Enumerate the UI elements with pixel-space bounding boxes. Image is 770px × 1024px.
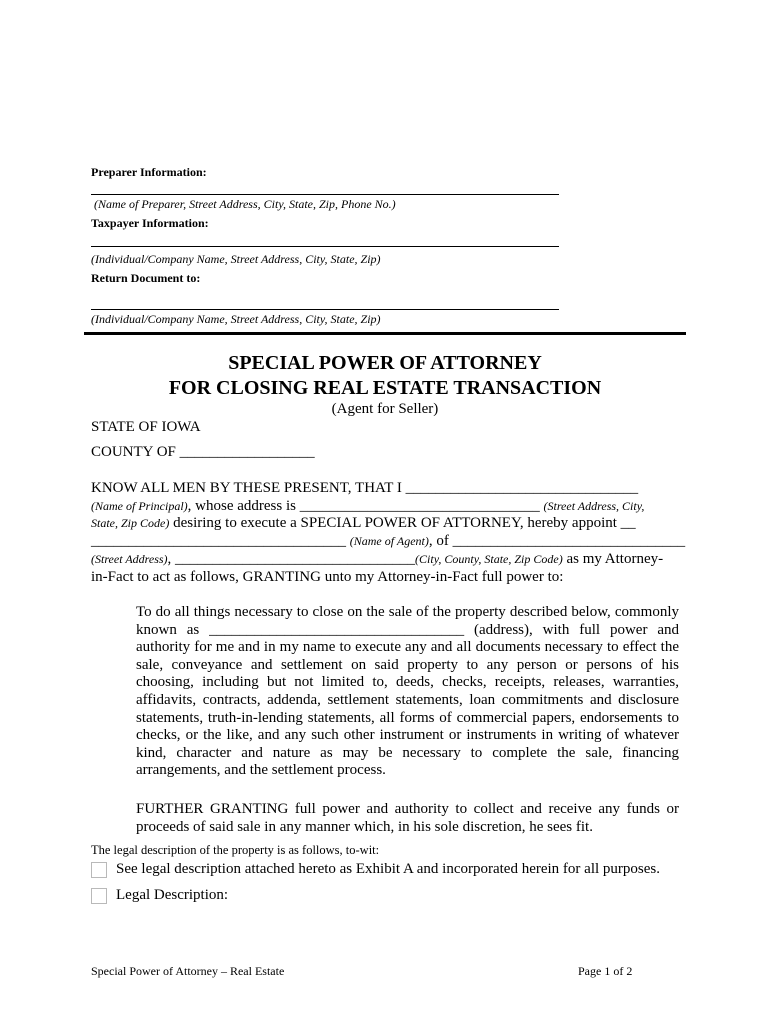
agent-line[interactable] — [91, 533, 685, 550]
powers-paragraph: To do all things necessary to close on the sale of the property described below, commonly known as __________________________________ (address), with full power and authority for me and in my name to execute any and all documents necessary to effect the sale, conveyance and settlement on said property to any person or persons of his choosing, including but not limited to, deeds, checks, receipts, releases, warranties, affidavits, contracts, addenda, settlement statements, loan commitments and disclosure statements, truth-in-lending statements, all forms of commercial papers, endorsements to checks, or the like, and any such other instrument or instruments in writing of whatever kind, character and nature as may be necessary to complete the sale, financing arrangements, and the settlement process. — [136, 604, 679, 779]
agent-blank: __________________________________ — [91, 533, 350, 549]
principal-caption: (Name of Principal) — [91, 499, 188, 513]
taxpayer-caption: (Individual/Company Name, Street Address, City, State, Zip) — [91, 252, 381, 266]
exhibit-option-row[interactable] — [91, 861, 660, 878]
legal-description-option-row[interactable] — [91, 887, 228, 904]
preparer-line[interactable] — [91, 194, 559, 195]
exhibit-checkbox[interactable] — [91, 862, 107, 878]
taxpayer-line[interactable] — [91, 246, 559, 247]
header-divider — [84, 332, 686, 335]
return-line[interactable] — [91, 309, 559, 310]
granting-line: in-Fact to act as follows, GRANTING unto my Attorney-in-Fact full power to: — [91, 569, 564, 585]
legal-description-label: Legal Description: — [116, 887, 229, 903]
state-line: STATE OF IOWA — [91, 419, 201, 435]
return-caption: (Individual/Company Name, Street Address, City, State, Zip) — [91, 312, 381, 326]
street-address-caption: (Street Address, City, — [543, 499, 645, 513]
preparer-caption: (Name of Preparer, Street Address, City, State, Zip, Phone No.) — [94, 197, 396, 211]
agent-city-caption: (City, County, State, Zip Code) — [415, 552, 563, 566]
agent-street-caption: (Street Address) — [91, 552, 168, 566]
agent-of-text: , of _______________________________ — [428, 533, 686, 549]
footer-title: Special Power of Attorney – Real Estate — [91, 964, 285, 978]
know-all-line[interactable]: KNOW ALL MEN BY THESE PRESENT, THAT I _______________________________ — [91, 480, 639, 496]
appoint-line[interactable] — [91, 515, 636, 532]
return-heading: Return Document to: — [91, 271, 201, 285]
legal-description-intro: The legal description of the property is as follows, to-wit: — [91, 843, 380, 857]
agent-caption: (Name of Agent) — [349, 534, 429, 548]
appoint-text: desiring to execute a SPECIAL POWER OF ATTORNEY, hereby appoint __ — [169, 515, 636, 531]
agent-address-line[interactable] — [91, 551, 663, 568]
state-zip-caption: State, Zip Code) — [91, 516, 170, 530]
document-title-line2: FOR CLOSING REAL ESTATE TRANSACTION — [168, 377, 602, 399]
page-number: Page 1 of 2 — [578, 964, 633, 978]
further-granting-paragraph: FURTHER GRANTING full power and authority to collect and receive any funds or proceeds of said sale in any manner which, in his sole discretion, he sees fit. — [136, 801, 679, 835]
document-title-line1: SPECIAL POWER OF ATTORNEY — [228, 352, 542, 374]
document-subtitle: (Agent for Seller) — [331, 401, 439, 417]
preparer-heading: Preparer Information: — [91, 165, 207, 179]
legal-description-checkbox[interactable] — [91, 888, 107, 904]
taxpayer-heading: Taxpayer Information: — [91, 216, 209, 230]
agent-city-blank: , ________________________________ — [167, 551, 416, 567]
principal-address-line[interactable] — [91, 498, 644, 515]
whose-address-text: , whose address is ________________________________ — [187, 498, 544, 514]
county-line[interactable]: COUNTY OF __________________ — [91, 444, 315, 460]
exhibit-option-label: See legal description attached hereto as Exhibit A and incorporated herein for all purposes. — [116, 861, 660, 877]
attorney-text: as my Attorney- — [562, 551, 664, 567]
